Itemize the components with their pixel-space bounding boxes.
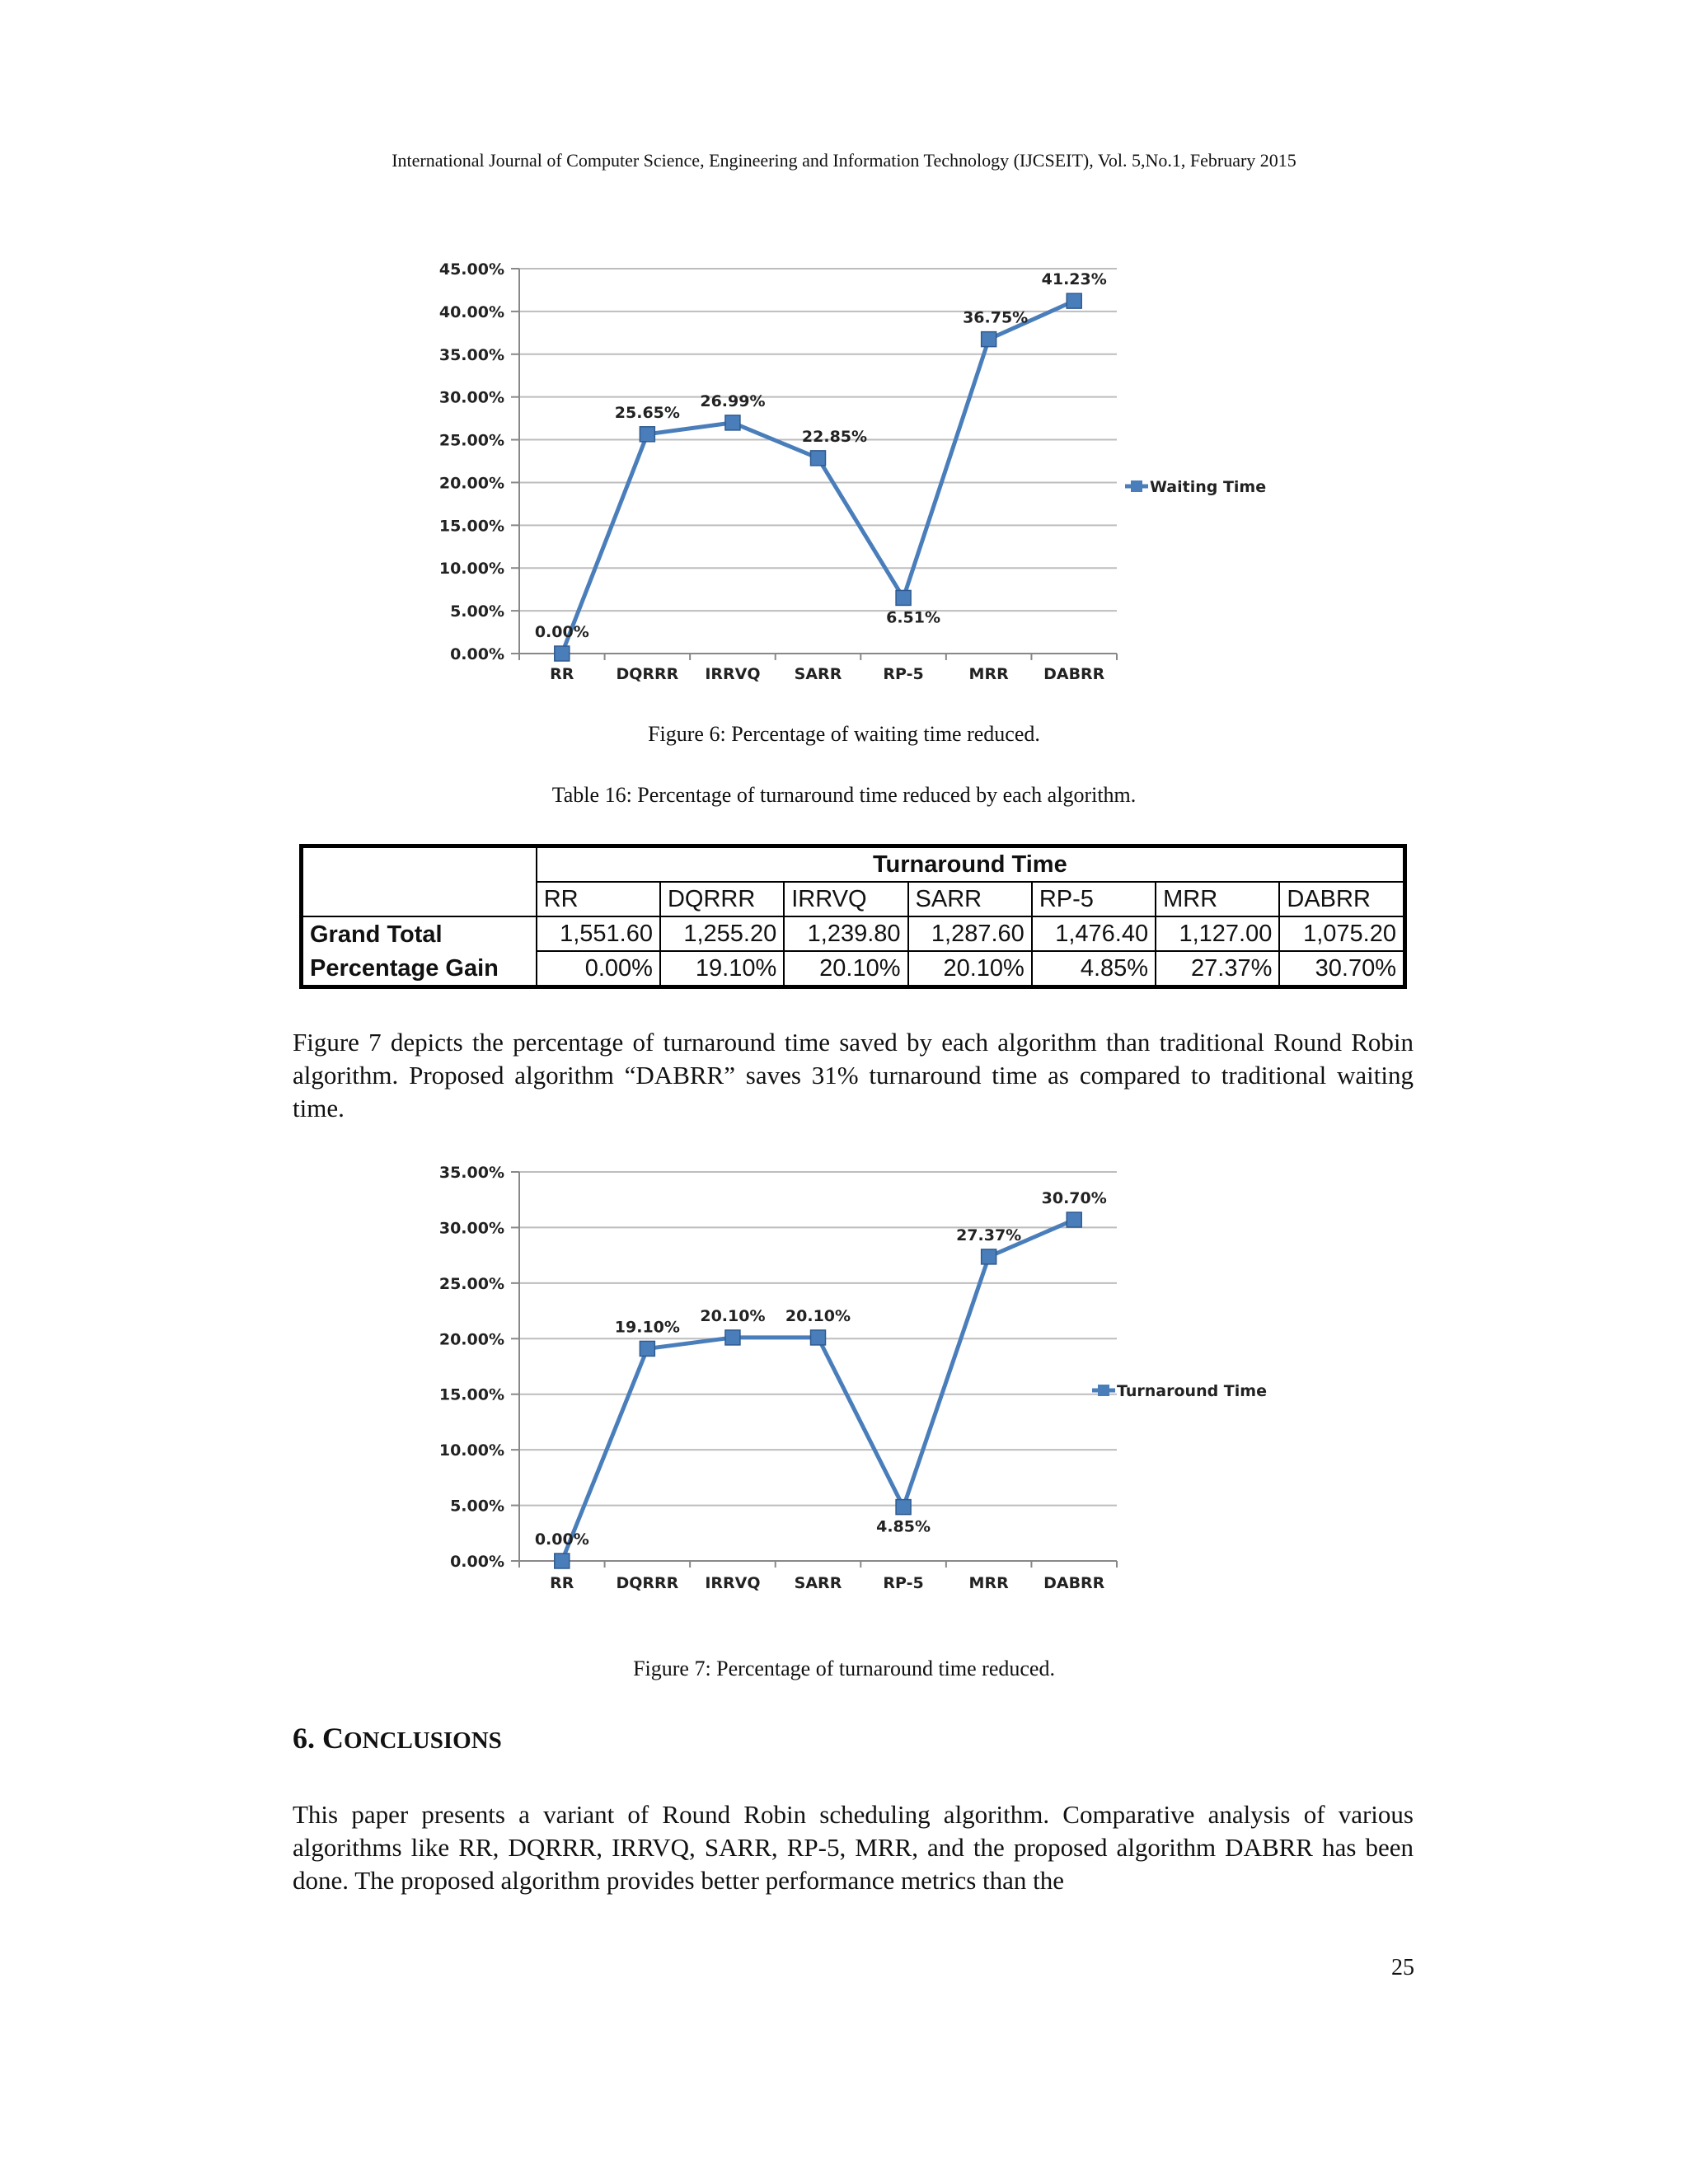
data-label: 36.75% — [963, 308, 1029, 327]
section-heading — [293, 1721, 502, 1755]
x-tick-label: SARR — [794, 665, 842, 683]
data-point — [896, 1500, 911, 1515]
y-tick-label: 0.00% — [450, 645, 504, 663]
table-cell: 1,239.80 — [784, 916, 907, 951]
section-initial: C — [322, 1722, 344, 1755]
y-tick-label: 15.00% — [438, 517, 504, 536]
x-tick-label: RP-5 — [883, 665, 924, 683]
y-tick-label: 35.00% — [438, 345, 504, 364]
figure6-caption: Figure 6: Percentage of waiting time reduced. — [648, 722, 1040, 746]
x-tick-label: DABRR — [1043, 1574, 1105, 1592]
data-point — [811, 1330, 826, 1345]
x-tick-label: RP-5 — [883, 1574, 924, 1592]
table-cell: 1,287.60 — [908, 916, 1032, 951]
legend-marker — [1131, 480, 1142, 492]
y-tick-label: 25.00% — [438, 431, 504, 450]
table-cell: 20.10% — [908, 951, 1032, 987]
column-header: DQRRR — [660, 882, 784, 916]
x-tick-label: DABRR — [1043, 665, 1105, 683]
legend-label: Turnaround Time — [1117, 1382, 1267, 1400]
table-cell: 1,476.40 — [1032, 916, 1156, 951]
table-cell: 1,255.20 — [660, 916, 784, 951]
data-label: 20.10% — [785, 1306, 851, 1325]
table-cell: 1,127.00 — [1156, 916, 1279, 951]
y-tick-label: 10.00% — [438, 1441, 504, 1460]
data-label: 22.85% — [801, 427, 868, 446]
y-tick-label: 35.00% — [438, 1164, 504, 1182]
table-cell: 20.10% — [784, 951, 907, 987]
table-corner-cell — [302, 846, 537, 883]
section-number: 6. — [293, 1722, 322, 1755]
data-point — [811, 451, 826, 466]
y-tick-label: 15.00% — [438, 1385, 504, 1404]
y-tick-label: 25.00% — [438, 1274, 504, 1293]
row-label: Percentage Gain — [302, 951, 537, 987]
data-label: 6.51% — [886, 608, 941, 627]
data-label: 0.00% — [534, 623, 589, 641]
y-tick-label: 40.00% — [438, 302, 504, 321]
table-cell: 1,551.60 — [537, 916, 660, 951]
y-tick-label: 30.00% — [438, 1219, 504, 1238]
table-cell: 27.37% — [1156, 951, 1279, 987]
column-header: IRRVQ — [784, 882, 907, 916]
data-label: 27.37% — [956, 1226, 1022, 1244]
data-label: 4.85% — [876, 1517, 931, 1536]
journal-header: International Journal of Computer Science, Engineering and Information Technology (IJCSEIT), Vol. 5,No.1, February 2015 — [392, 150, 1296, 171]
data-point — [555, 1554, 570, 1568]
table-corner-cell — [302, 882, 537, 916]
table-cell: 1,075.20 — [1279, 916, 1404, 951]
data-label: 30.70% — [1041, 1188, 1107, 1207]
table-cell: 4.85% — [1032, 951, 1156, 987]
column-header: RP-5 — [1032, 882, 1156, 916]
table-cell: 30.70% — [1279, 951, 1404, 987]
data-label: 41.23% — [1041, 270, 1107, 289]
y-tick-label: 10.00% — [438, 560, 504, 579]
table-cell: 0.00% — [537, 951, 660, 987]
data-point — [725, 1330, 740, 1345]
y-tick-label: 5.00% — [450, 602, 504, 621]
data-point — [640, 1341, 654, 1356]
waiting-time-chart — [0, 247, 1688, 709]
column-header: MRR — [1156, 882, 1279, 916]
y-tick-label: 0.00% — [450, 1553, 504, 1571]
data-point — [725, 415, 740, 430]
data-label: 0.00% — [534, 1530, 589, 1549]
x-tick-label: RR — [550, 1574, 574, 1592]
y-tick-label: 30.00% — [438, 388, 504, 407]
data-point — [982, 332, 996, 347]
data-point — [555, 646, 570, 661]
y-tick-label: 20.00% — [438, 1330, 504, 1349]
data-label: 20.10% — [700, 1306, 766, 1325]
data-point — [1067, 1212, 1081, 1227]
data-point — [1067, 293, 1081, 308]
y-tick-label: 5.00% — [450, 1497, 504, 1516]
table-row — [302, 916, 1405, 951]
paragraph-conclusions: This paper presents a variant of Round Robin scheduling algorithm. Comparative analysis of various algorithms like RR, DQRRR, IRRVQ, SARR, RP-5, MRR, and the proposed algorithm DABRR has been done. The proposed algorithm provides better performance metrics than the — [293, 1800, 1414, 1895]
page-number: 25 — [1391, 1955, 1414, 1980]
x-tick-label: RR — [550, 665, 574, 683]
legend-label: Waiting Time — [1150, 478, 1267, 496]
x-tick-label: DQRRR — [616, 665, 679, 683]
data-point — [640, 427, 654, 442]
y-tick-label: 45.00% — [438, 260, 504, 279]
x-tick-label: IRRVQ — [705, 1574, 761, 1592]
y-tick-label: 20.00% — [438, 474, 504, 493]
turnaround-time-chart — [0, 1154, 1688, 1599]
x-tick-label: IRRVQ — [705, 665, 761, 683]
x-tick-label: SARR — [794, 1574, 842, 1592]
data-point — [982, 1249, 996, 1264]
row-label: Grand Total — [302, 916, 537, 951]
x-tick-label: DQRRR — [616, 1574, 679, 1592]
data-label: 25.65% — [614, 403, 680, 422]
column-header: RR — [537, 882, 660, 916]
section-title-rest: ONCLUSIONS — [344, 1727, 502, 1754]
series-line — [562, 1220, 1074, 1561]
table-cell: 19.10% — [660, 951, 784, 987]
data-label: 26.99% — [700, 391, 766, 410]
data-point — [896, 590, 911, 605]
x-tick-label: MRR — [968, 1574, 1009, 1592]
legend-marker — [1098, 1385, 1109, 1396]
x-tick-label: MRR — [968, 665, 1009, 683]
column-header: SARR — [908, 882, 1032, 916]
turnaround-table — [299, 844, 1407, 989]
table-title: Turnaround Time — [537, 846, 1405, 883]
table-row — [302, 951, 1405, 987]
table16-caption: Table 16: Percentage of turnaround time reduced by each algorithm. — [551, 783, 1137, 807]
figure7-caption: Figure 7: Percentage of turnaround time reduced. — [633, 1657, 1055, 1680]
data-label: 19.10% — [614, 1318, 680, 1337]
column-header: DABRR — [1279, 882, 1404, 916]
paragraph-figure7-intro: Figure 7 depicts the percentage of turnaround time saved by each algorithm than traditional Round Robin algorithm. Proposed algorithm “DABRR” saves 31% turnaround time as compared to traditional waiting time. — [293, 1028, 1414, 1122]
